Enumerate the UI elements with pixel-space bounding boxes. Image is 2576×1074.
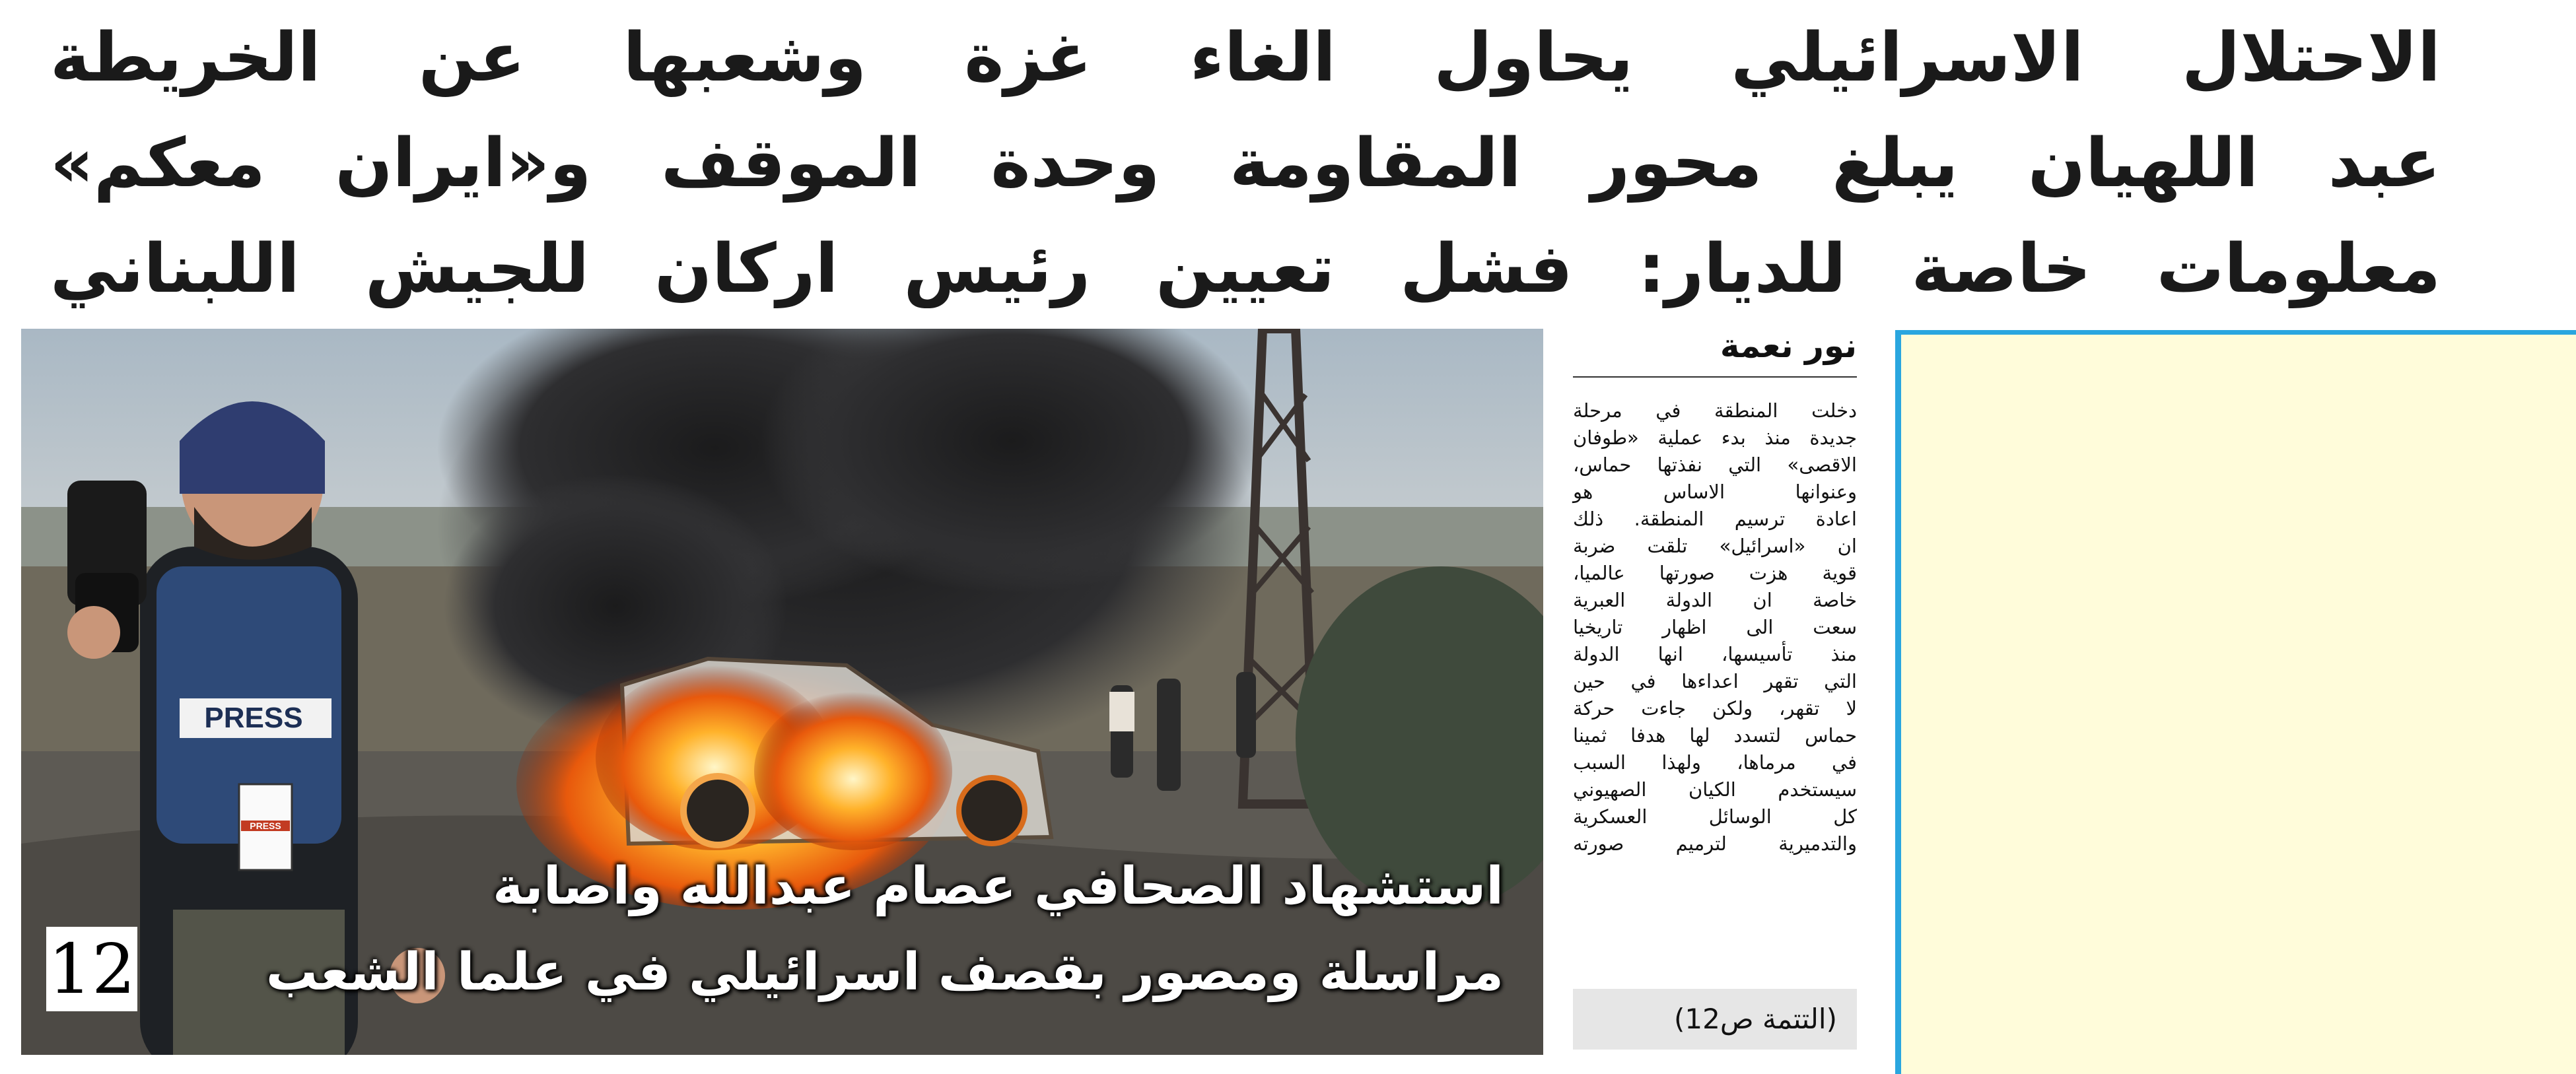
photo-caption-line-1: استشهاد الصحافي عصام عبدالله واصابة (493, 857, 1504, 916)
article-line: سعت الى اظهار تاريخيا (1573, 616, 1857, 638)
article-line: وعنوانها الاساس هو (1573, 481, 1857, 503)
article-line: خاصة ان الدولة العبرية (1573, 589, 1857, 611)
article-line: منذ تأسيسها، انها الدولة (1573, 643, 1857, 665)
article-line: الاقصى» التي نفذتها حماس، (1573, 453, 1857, 476)
article-line: دخلت المنطقة في مرحلة (1573, 399, 1857, 422)
article-line: كل الوسائل العسكرية (1573, 805, 1857, 828)
article-line: اعادة ترسيم المنطقة. ذلك (1573, 508, 1857, 530)
headline-2: عبد اللهيان يبلغ محور المقاومة وحدة الموقف و«ايران معكم» (50, 124, 2441, 203)
news-photo (21, 329, 1543, 1055)
article-line: جديدة منذ بدء عملية «طوفان (1573, 426, 1857, 449)
article-byline: نور نعمة (1573, 322, 1857, 378)
continued-on-page-link[interactable]: (التتمة ص12) (1573, 989, 1857, 1050)
article-line: سيستخدم الكيان الصهيوني (1573, 778, 1857, 801)
article-line: قوية هزت صورتها عالميا، (1573, 562, 1857, 584)
article-line: حماس لتسدد لها هدفا ثمينا (1573, 724, 1857, 747)
photo-caption-line-2: مراسلة ومصور بقصف اسرائيلي في علما الشعب (265, 943, 1504, 1002)
article-line: في مرماها، ولهذا السبب (1573, 751, 1857, 774)
press-vest-label: PRESS (204, 702, 303, 734)
article-body (1573, 397, 1857, 857)
article-line: التي تقهر اعداءها في حين (1573, 670, 1857, 692)
headline-3: معلومات خاصة للديار: فشل تعيين رئيس اركان للجيش اللبناني (50, 230, 2441, 308)
article-line: ان «اسرائيل» تلقت ضربة (1573, 535, 1857, 557)
article-line: والتدميرية لترميم صورته (1573, 832, 1857, 855)
page-number-box: 12 (46, 927, 137, 1011)
headline-1: الاحتلال الاسرائيلي يحاول الغاء غزة وشعبها عن الخريطة (50, 18, 2441, 97)
press-badge-label: PRESS (241, 821, 290, 831)
advertisement-box (1895, 330, 2576, 1074)
article-line: لا تقهر، ولكن جاءت حركة (1573, 697, 1857, 720)
